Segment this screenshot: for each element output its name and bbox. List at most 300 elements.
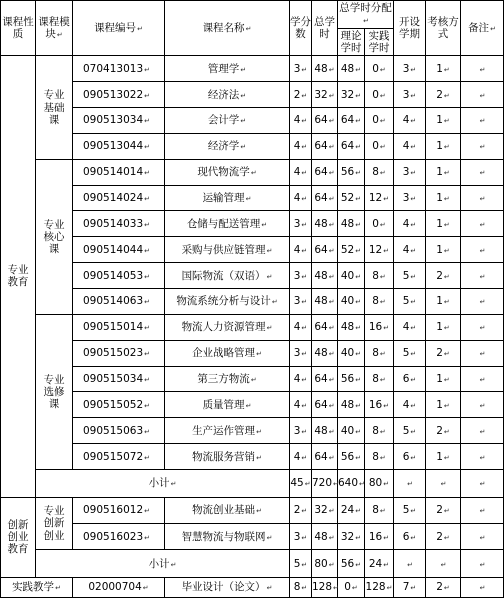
- paragraph-mark-icon: ↵: [245, 25, 252, 34]
- course-practice-hours: [365, 82, 394, 108]
- course-exam-method: [426, 340, 461, 366]
- course-theory-hours: [338, 237, 365, 263]
- course-name-text: 经济法: [207, 88, 240, 101]
- course-credits-text: 3: [293, 62, 301, 75]
- course-name-text: 会计学: [207, 114, 240, 127]
- group-practice-teaching: [1, 577, 73, 597]
- header-term: [394, 1, 426, 56]
- paragraph-mark-icon: ↵: [301, 427, 308, 436]
- course-term-text: 4: [402, 398, 410, 411]
- subtotal-major-theory-hours: [338, 470, 365, 498]
- course-code-text: 090514024: [83, 192, 144, 204]
- course-code: [73, 159, 165, 185]
- paragraph-mark-icon: ↵: [355, 324, 362, 333]
- course-theory-hours-text: 52: [340, 243, 355, 256]
- course-term: [394, 444, 426, 470]
- course-total-hours: [312, 314, 338, 340]
- paragraph-mark-icon: ↵: [443, 195, 450, 203]
- paragraph-mark-icon: ↵: [144, 169, 150, 178]
- course-term-text: 5: [402, 295, 410, 308]
- paragraph-mark-icon: ↵: [479, 195, 486, 203]
- course-term-text: 5: [402, 504, 410, 517]
- table-body: [1, 1, 504, 598]
- course-exam-method-text: 1: [436, 140, 443, 153]
- course-practice-hours: [365, 133, 394, 159]
- course-practice-hours: [365, 314, 394, 340]
- course-term-text: 6: [402, 373, 410, 386]
- paragraph-mark-icon: ↵: [410, 195, 417, 203]
- course-exam-method-text: 1: [436, 295, 443, 308]
- course-practice-hours-text: 8: [372, 295, 379, 308]
- paragraph-mark-icon: ↵: [479, 350, 486, 359]
- course-exam-method: [426, 314, 461, 340]
- course-name: [165, 185, 290, 211]
- paragraph-mark-icon: ↵: [479, 533, 486, 542]
- paragraph-mark-icon: ↵: [410, 246, 417, 255]
- paragraph-mark-icon: ↵: [266, 584, 273, 593]
- paragraph-mark-icon: ↵: [328, 324, 335, 333]
- paragraph-mark-icon: ↵: [479, 376, 486, 385]
- paragraph-mark-icon: ↵: [407, 480, 413, 489]
- paragraph-mark-icon: ↵: [479, 427, 486, 436]
- course-term: [394, 159, 426, 185]
- paragraph-mark-icon: ↵: [407, 560, 413, 569]
- course-note: [461, 56, 504, 82]
- course-theory-hours-text: 64: [340, 140, 355, 153]
- course-credits: [290, 340, 312, 366]
- subtotal-major-term: [394, 470, 426, 498]
- paragraph-mark-icon: ↵: [266, 324, 273, 333]
- course-code: [73, 444, 165, 470]
- course-total-hours-text: 48: [314, 217, 328, 230]
- course-name: [165, 108, 290, 134]
- paragraph-mark-icon: ↵: [250, 376, 257, 385]
- course-term: [394, 108, 426, 134]
- paragraph-mark-icon: ↵: [301, 584, 308, 593]
- course-theory-hours: [338, 392, 365, 418]
- course-name-text: 运输管理: [202, 192, 245, 204]
- course-note: [461, 237, 504, 263]
- paragraph-mark-icon: ↵: [355, 169, 362, 178]
- course-note: [461, 289, 504, 315]
- paragraph-mark-icon: ↵: [301, 143, 308, 152]
- course-code-text: 090515072: [83, 450, 144, 463]
- course-total-hours-text: 64: [314, 398, 328, 411]
- course-name: [165, 444, 290, 470]
- paragraph-mark-icon: ↵: [410, 507, 417, 516]
- subtotal-major-credits-text: 45: [290, 477, 304, 490]
- course-row: [1, 82, 504, 108]
- course-total-hours: [312, 392, 338, 418]
- course-code-text: 090514033: [83, 217, 144, 230]
- paragraph-mark-icon: ↵: [443, 324, 450, 333]
- course-credits-text: 3: [293, 295, 301, 308]
- header-exam-method: [426, 1, 461, 56]
- paragraph-mark-icon: ↵: [383, 195, 390, 203]
- paragraph-mark-icon: ↵: [410, 533, 417, 542]
- header-course-module-text: 课程模块: [38, 16, 70, 41]
- course-credits: [290, 56, 312, 82]
- paragraph-mark-icon: ↵: [355, 350, 362, 359]
- course-code: [73, 237, 165, 263]
- paragraph-mark-icon: ↵: [443, 507, 450, 516]
- course-row: [1, 340, 504, 366]
- paragraph-mark-icon: ↵: [479, 480, 486, 489]
- paragraph-mark-icon: ↵: [410, 272, 417, 281]
- course-note: [461, 418, 504, 444]
- course-code: [73, 133, 165, 159]
- paragraph-mark-icon: ↵: [379, 453, 386, 462]
- course-term-text: 5: [402, 269, 410, 282]
- course-practice-hours: [365, 366, 394, 392]
- course-practice-hours-text: 8: [372, 166, 379, 179]
- course-total-hours-text: 64: [314, 166, 328, 179]
- course-name-text: 仓储与配送管理: [186, 217, 261, 230]
- course-theory-hours: [338, 444, 365, 470]
- module-innovation: [36, 497, 73, 550]
- course-note: [461, 366, 504, 392]
- paragraph-mark-icon: ↵: [240, 91, 247, 100]
- paragraph-mark-icon: ↵: [479, 65, 486, 74]
- course-theory-hours-text: 48: [340, 321, 355, 334]
- course-practice-hours-text: 12: [368, 192, 383, 204]
- course-code-text: 090515014: [83, 321, 144, 334]
- course-practice-hours: [365, 159, 394, 185]
- paragraph-mark-icon: ↵: [440, 480, 447, 489]
- paragraph-mark-icon: ↵: [355, 246, 362, 255]
- paragraph-mark-icon: ↵: [301, 272, 308, 281]
- course-name-text: 现代物流学: [197, 166, 250, 179]
- group-practice-teaching-text: 实践教学: [12, 581, 55, 594]
- course-exam-method-text: 1: [436, 398, 443, 411]
- course-credits: [290, 444, 312, 470]
- course-total-hours: [312, 524, 338, 550]
- course-name: [165, 314, 290, 340]
- course-practice-hours-text: 8: [372, 347, 379, 360]
- course-practice-hours-text: 8: [372, 269, 379, 282]
- course-credits-text: 2: [293, 88, 301, 101]
- course-code-text: 090516012: [83, 504, 144, 517]
- practice-course-exam-method: [426, 577, 461, 597]
- practice-course-practice-hours-text: 128: [365, 581, 386, 594]
- course-exam-method: [426, 263, 461, 289]
- course-theory-hours: [338, 159, 365, 185]
- paragraph-mark-icon: ↵: [479, 324, 486, 333]
- paragraph-mark-icon: ↵: [144, 401, 150, 410]
- paragraph-mark-icon: ↵: [144, 533, 150, 542]
- course-exam-method-text: 1: [436, 62, 443, 75]
- paragraph-mark-icon: ↵: [328, 272, 335, 281]
- course-row: [1, 237, 504, 263]
- course-credits-text: 4: [293, 373, 301, 386]
- paragraph-mark-icon: ↵: [410, 453, 417, 462]
- paragraph-mark-icon: ↵: [301, 560, 308, 569]
- course-code-text: 090515034: [83, 373, 144, 386]
- course-code-text: 090513034: [83, 114, 144, 127]
- module-basic: [36, 56, 73, 159]
- subtotal-row-major: [1, 470, 504, 498]
- course-theory-hours: [338, 211, 365, 237]
- course-row: [1, 211, 504, 237]
- paragraph-mark-icon: ↵: [144, 427, 150, 436]
- paragraph-mark-icon: ↵: [256, 427, 262, 436]
- paragraph-mark-icon: ↵: [328, 533, 335, 542]
- course-exam-method: [426, 497, 461, 523]
- paragraph-mark-icon: ↵: [328, 246, 335, 255]
- paragraph-mark-icon: ↵: [355, 91, 362, 100]
- practice-course-name-text: 毕业设计（论文）: [181, 581, 266, 594]
- course-practice-hours: [365, 185, 394, 211]
- paragraph-mark-icon: ↵: [479, 298, 486, 307]
- practice-course-theory-hours: [338, 577, 365, 597]
- course-row: [1, 185, 504, 211]
- course-name: [165, 366, 290, 392]
- subtotal-major-total-hours: [312, 470, 338, 498]
- course-practice-hours-text: 8: [372, 450, 379, 463]
- course-exam-method: [426, 133, 461, 159]
- paragraph-mark-icon: ↵: [443, 298, 450, 307]
- header-credits: [290, 1, 312, 56]
- course-name-text: 经济学: [207, 140, 240, 153]
- paragraph-mark-icon: ↵: [301, 65, 308, 74]
- paragraph-mark-icon: ↵: [266, 246, 273, 255]
- paragraph-mark-icon: ↵: [301, 169, 308, 178]
- paragraph-mark-icon: ↵: [379, 298, 386, 307]
- course-practice-hours-text: 0: [372, 88, 379, 101]
- course-term-text: 5: [402, 347, 410, 360]
- paragraph-mark-icon: ↵: [240, 117, 247, 126]
- subtotal-innovation-credits: [290, 550, 312, 578]
- course-credits: [290, 185, 312, 211]
- course-practice-hours-text: 0: [372, 217, 379, 230]
- subtotal-major-note: [461, 470, 504, 498]
- course-credits: [290, 263, 312, 289]
- course-code-text: 090514063: [83, 295, 144, 308]
- course-term-text: 3: [402, 62, 410, 75]
- paragraph-mark-icon: ↵: [443, 401, 450, 410]
- paragraph-mark-icon: ↵: [440, 560, 447, 569]
- course-practice-hours: [365, 237, 394, 263]
- course-note: [461, 185, 504, 211]
- paragraph-mark-icon: ↵: [479, 560, 486, 569]
- practice-course-note: [461, 577, 504, 597]
- group-major-education-text: 专业教育: [7, 264, 29, 289]
- course-name: [165, 159, 290, 185]
- course-practice-hours: [365, 289, 394, 315]
- course-total-hours: [312, 289, 338, 315]
- course-term-text: 4: [402, 217, 410, 230]
- subtotal-innovation-theory-hours-text: 56: [340, 557, 355, 570]
- course-code: [73, 82, 165, 108]
- course-code: [73, 497, 165, 523]
- paragraph-mark-icon: ↵: [328, 427, 335, 436]
- course-theory-hours-text: 48: [340, 217, 355, 230]
- paragraph-mark-icon: ↵: [328, 220, 335, 229]
- paragraph-mark-icon: ↵: [355, 143, 362, 152]
- paragraph-mark-icon: ↵: [443, 65, 450, 74]
- course-row: [1, 366, 504, 392]
- paragraph-mark-icon: ↵: [379, 169, 386, 178]
- module-innovation-text: 专业创新创业: [43, 505, 65, 542]
- course-credits: [290, 237, 312, 263]
- course-credits-text: 3: [293, 347, 301, 360]
- course-theory-hours-text: 48: [340, 398, 355, 411]
- paragraph-mark-icon: ↵: [266, 272, 273, 281]
- course-theory-hours: [338, 56, 365, 82]
- course-exam-method-text: 1: [436, 243, 443, 256]
- paragraph-mark-icon: ↵: [301, 533, 308, 542]
- course-theory-hours: [338, 185, 365, 211]
- course-name-text: 智慧物流与物联网: [181, 530, 266, 543]
- course-total-hours-text: 64: [314, 450, 328, 463]
- course-theory-hours: [338, 108, 365, 134]
- course-row: [1, 56, 504, 82]
- course-credits: [290, 108, 312, 134]
- paragraph-mark-icon: ↵: [328, 507, 335, 516]
- course-exam-method-text: 1: [436, 450, 443, 463]
- subtotal-innovation-term: [394, 550, 426, 578]
- course-code: [73, 185, 165, 211]
- course-exam-method-text: 2: [436, 530, 443, 543]
- course-note: [461, 82, 504, 108]
- group-innovation-education: [1, 497, 36, 577]
- paragraph-mark-icon: ↵: [443, 584, 450, 593]
- course-total-hours: [312, 185, 338, 211]
- course-theory-hours-text: 32: [340, 88, 355, 101]
- subtotal-major-exam: [426, 470, 461, 498]
- header-note-text: 备注: [468, 22, 490, 35]
- header-course-module: [36, 1, 73, 56]
- course-exam-method-text: 2: [436, 88, 443, 101]
- course-practice-hours: [365, 392, 394, 418]
- course-practice-hours-text: 0: [372, 62, 379, 75]
- course-row: [1, 263, 504, 289]
- course-exam-method: [426, 237, 461, 263]
- practice-course-exam-method-text: 2: [436, 581, 443, 594]
- course-practice-hours-text: 16: [368, 398, 383, 411]
- paragraph-mark-icon: ↵: [410, 324, 417, 333]
- course-credits: [290, 418, 312, 444]
- paragraph-mark-icon: ↵: [410, 65, 417, 74]
- course-code: [73, 340, 165, 366]
- course-code-text: 090514044: [83, 243, 144, 256]
- course-practice-hours: [365, 418, 394, 444]
- paragraph-mark-icon: ↵: [410, 350, 417, 359]
- course-theory-hours-text: 64: [340, 114, 355, 127]
- course-exam-method-text: 1: [436, 166, 443, 179]
- paragraph-mark-icon: ↵: [301, 195, 308, 203]
- course-exam-method-text: 1: [436, 192, 443, 204]
- paragraph-mark-icon: ↵: [301, 401, 308, 410]
- course-theory-hours: [338, 366, 365, 392]
- course-row: [1, 444, 504, 470]
- paragraph-mark-icon: ↵: [355, 65, 362, 74]
- course-name: [165, 211, 290, 237]
- course-theory-hours-text: 24: [340, 504, 355, 517]
- course-practice-hours-text: 16: [368, 530, 383, 543]
- header-total-hours: [312, 1, 338, 56]
- course-exam-method: [426, 56, 461, 82]
- course-code: [73, 289, 165, 315]
- course-total-hours-text: 48: [314, 530, 328, 543]
- subtotal-innovation-credits-text: 5: [293, 557, 301, 570]
- paragraph-mark-icon: ↵: [256, 350, 262, 359]
- subtotal-major-practice-hours-text: 80: [368, 477, 383, 490]
- course-practice-hours: [365, 340, 394, 366]
- course-theory-hours-text: 56: [340, 373, 355, 386]
- paragraph-mark-icon: ↵: [144, 324, 150, 333]
- paragraph-mark-icon: ↵: [301, 376, 308, 385]
- course-row: [1, 159, 504, 185]
- paragraph-mark-icon: ↵: [410, 91, 417, 100]
- course-term: [394, 524, 426, 550]
- course-theory-hours: [338, 418, 365, 444]
- course-row: [1, 418, 504, 444]
- course-code: [73, 108, 165, 134]
- course-theory-hours-text: 40: [340, 295, 355, 308]
- paragraph-mark-icon: ↵: [301, 117, 308, 126]
- course-name: [165, 82, 290, 108]
- paragraph-mark-icon: ↵: [383, 533, 390, 542]
- subtotal-innovation-practice-hours-text: 24: [368, 557, 383, 570]
- course-theory-hours: [338, 497, 365, 523]
- paragraph-mark-icon: ↵: [144, 376, 150, 385]
- course-credits-text: 3: [293, 217, 301, 230]
- subtotal-label-innovation-text: 小计: [148, 557, 170, 570]
- paragraph-mark-icon: ↵: [355, 401, 362, 410]
- paragraph-mark-icon: ↵: [363, 17, 369, 26]
- subtotal-major-total-hours-text: 720: [312, 477, 333, 490]
- course-total-hours: [312, 418, 338, 444]
- paragraph-mark-icon: ↵: [410, 143, 417, 152]
- paragraph-mark-icon: ↵: [355, 376, 362, 385]
- paragraph-mark-icon: ↵: [479, 143, 486, 152]
- course-term-text: 4: [402, 243, 410, 256]
- course-practice-hours-text: 8: [372, 424, 379, 437]
- module-core: [36, 159, 73, 314]
- course-exam-method-text: 2: [436, 504, 443, 517]
- course-name-text: 生产运作管理: [192, 424, 256, 437]
- paragraph-mark-icon: ↵: [170, 480, 177, 489]
- course-exam-method: [426, 211, 461, 237]
- course-code: [73, 263, 165, 289]
- course-credits: [290, 159, 312, 185]
- paragraph-mark-icon: ↵: [240, 143, 247, 152]
- course-credits-text: 4: [293, 192, 301, 204]
- course-theory-hours: [338, 289, 365, 315]
- paragraph-mark-icon: ↵: [479, 220, 486, 229]
- subtotal-major-theory-hours-text: 640: [338, 477, 359, 490]
- course-name: [165, 524, 290, 550]
- course-code: [73, 392, 165, 418]
- paragraph-mark-icon: ↵: [443, 169, 450, 178]
- paragraph-mark-icon: ↵: [144, 195, 150, 203]
- paragraph-mark-icon: ↵: [379, 350, 386, 359]
- course-total-hours: [312, 133, 338, 159]
- course-total-hours: [312, 82, 338, 108]
- course-name-text: 物流创业基础: [192, 504, 256, 517]
- course-exam-method: [426, 418, 461, 444]
- course-theory-hours: [338, 314, 365, 340]
- header-exam-method-text: 考核方式: [427, 16, 459, 41]
- course-practice-hours: [365, 524, 394, 550]
- course-total-hours-text: 48: [314, 347, 328, 360]
- paragraph-mark-icon: ↵: [170, 560, 177, 569]
- practice-course-theory-hours-text: 0: [344, 581, 351, 594]
- header-course-code-text: 课程编号: [94, 22, 137, 35]
- course-total-hours: [312, 444, 338, 470]
- paragraph-mark-icon: ↵: [266, 533, 273, 542]
